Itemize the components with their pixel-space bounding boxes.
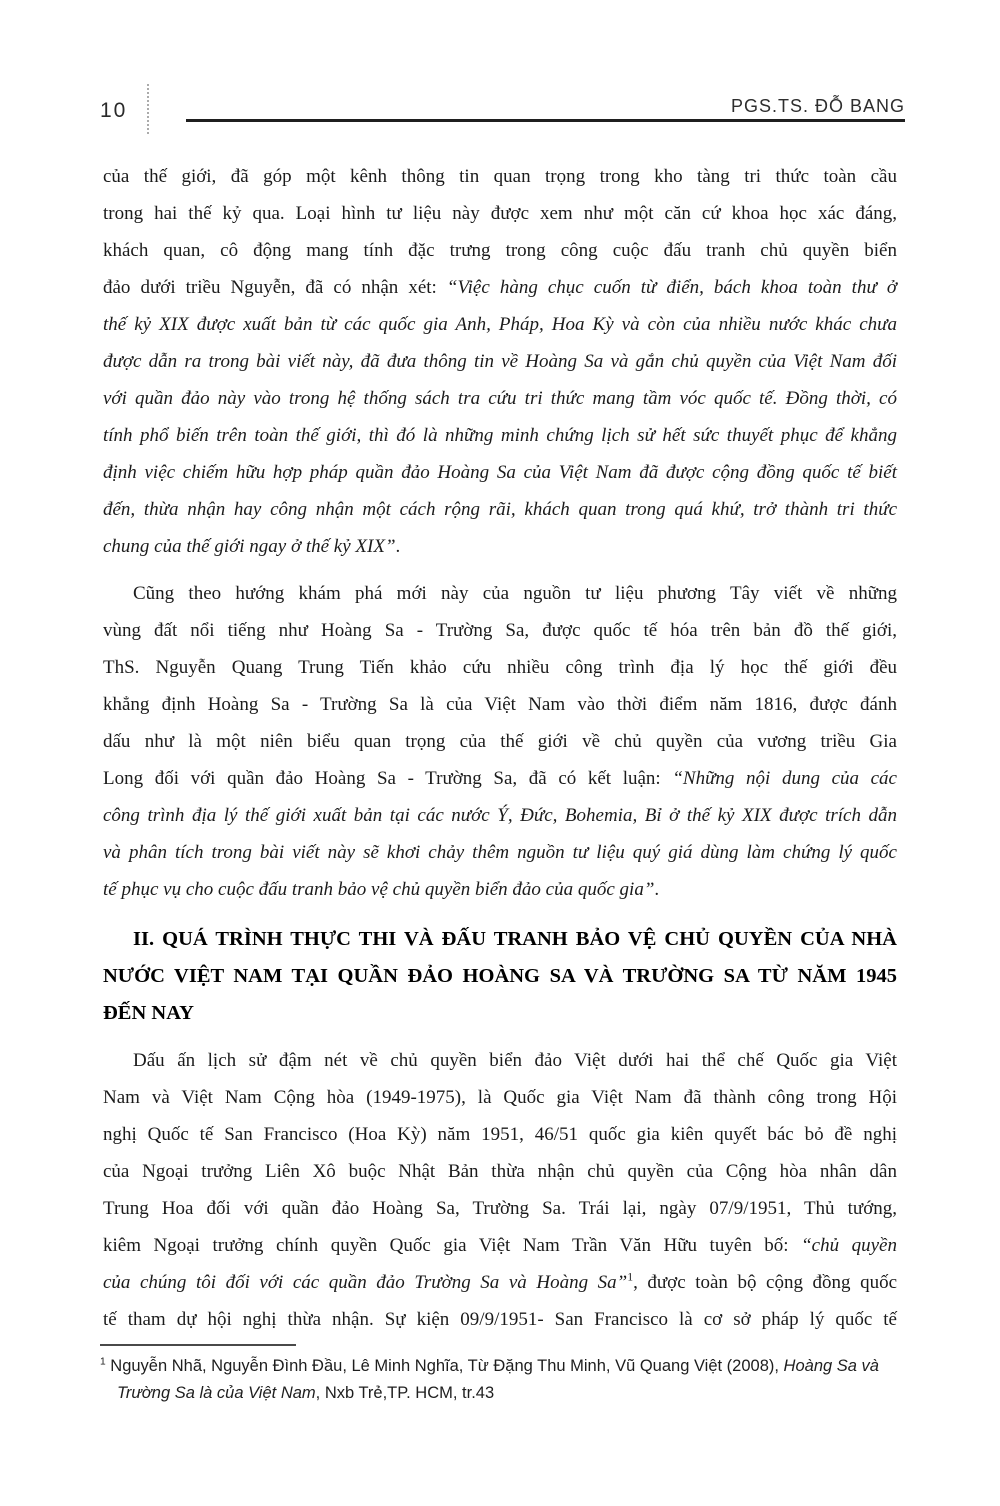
text-line: đến, thừa nhận hay công nhận một cách rộng rãi, khách quan trong quá khứ, trở thành tri thức	[103, 499, 897, 520]
text-line: tính phổ biến trên toàn thế giới, thì đó là những minh chứng lịch sử hết sức thuyết phục để khẳng	[103, 425, 897, 446]
text-line: II. QUÁ TRÌNH THỰC THI VÀ ĐẤU TRANH BẢO VỆ CHỦ QUYỀN CỦA NHÀ	[133, 928, 897, 950]
footnote-separator	[100, 1344, 296, 1346]
margin-dotted-line	[147, 84, 149, 134]
footnote	[100, 1344, 890, 1407]
header-rule	[186, 119, 905, 122]
text-line: ThS. Nguyễn Quang Trung Tiến khảo cứu nhiều công trình địa lý học thế giới đều	[103, 657, 897, 678]
text-line: Dấu ấn lịch sử đậm nét về chủ quyền biển đảo Việt dưới hai thể chế Quốc gia Việt	[133, 1050, 897, 1071]
text-line: với quần đảo này vào trong hệ thống sách tra cứu tri thức mang tầm vóc quốc tế. Đồng thời, có	[103, 388, 897, 409]
text-line: và phân tích trong bài viết này sẽ khơi chảy thêm nguồn tư liệu quý giá dùng làm chứng lý quốc	[103, 842, 897, 863]
page-number: 10	[100, 99, 128, 122]
footnote-reference: 1	[100, 1356, 106, 1368]
text-line: kiêm Ngoại trưởng chính quyền Quốc gia Việt Nam Trần Văn Hữu tuyên bố: “chủ quyền	[103, 1235, 897, 1256]
text-line: khách quan, cô động mang tính đặc trưng trong công cuộc đấu tranh chủ quyền biển	[103, 240, 897, 261]
text-line: khẳng định Hoàng Sa - Trường Sa là của Việt Nam vào thời điểm năm 1816, được đánh	[103, 694, 897, 715]
footnote-line: Trường Sa là của Việt Nam, Nxb Trẻ,TP. HCM, tr.43	[117, 1384, 495, 1402]
text-line: nghị Quốc tế San Francisco (Hoa Kỳ) năm 1951, 46/51 quốc gia kiên quyết bác bỏ đề nghị	[103, 1124, 897, 1145]
body-text	[103, 158, 897, 1338]
footnote-text	[100, 1353, 890, 1407]
running-head-author: PGS.TS. ĐỖ BANG	[730, 96, 905, 116]
section-heading	[103, 921, 897, 1032]
paragraph	[103, 575, 897, 908]
text-line: Nam và Việt Nam Cộng hòa (1949-1975), là Quốc gia Việt Nam đã thành công trong Hội	[103, 1087, 897, 1108]
text-line: trong hai thế kỷ qua. Loại hình tư liệu này được xem như một căn cứ khoa học xác đáng,	[103, 203, 897, 224]
text-line: được dẫn ra trong bài viết này, đã đưa thông tin về Hoàng Sa và gắn chủ quyền của Việt Nam đối	[103, 351, 897, 372]
text-line: thế kỷ XIX được xuất bản từ các quốc gia Anh, Pháp, Hoa Kỳ và còn của nhiều nước khác chưa	[103, 314, 897, 335]
footnote-line: $^1$ Nguyễn Nhã, Nguyễn Đình Đầu, Lê Minh Nghĩa, Từ Đặng Thu Minh, Vũ Quang Việt (2008), Hoàng Sa và	[100, 1356, 879, 1375]
text-line: Trung Hoa đối với quần đảo Hoàng Sa, Trường Sa. Trái lại, ngày 07/9/1951, Thủ tướng,	[103, 1198, 897, 1219]
text-line: của chúng tôi đối với các quần đảo Trường Sa và Hoàng Sa”$^1$, được toàn bộ cộng đồng quốc	[103, 1270, 897, 1293]
text-line: định việc chiếm hữu hợp pháp quần đảo Hoàng Sa của Việt Nam đã được cộng đồng quốc tế biết	[103, 462, 897, 483]
paragraph	[103, 1042, 897, 1338]
text-line: vùng đất nổi tiếng như Hoàng Sa - Trường Sa, được quốc tế hóa trên bản đồ thế giới,	[103, 620, 897, 641]
text-line: tế phục vụ cho cuộc đấu tranh bảo vệ chủ quyền biển đảo của quốc gia”.	[103, 879, 660, 900]
text-line: tế tham dự hội nghị thừa nhận. Sự kiện 09/9/1951- San Francisco là cơ sở pháp lý quốc tế	[103, 1309, 897, 1330]
text-line: của thế giới, đã góp một kênh thông tin quan trọng trong kho tàng tri thức toàn cầu	[103, 166, 897, 187]
footnote-reference: 1	[627, 1270, 634, 1284]
text-line: công trình địa lý thế giới xuất bản tại các nước Ý, Đức, Bohemia, Bỉ ở thế kỷ XIX được trích dẫn	[103, 805, 897, 826]
text-line: dấu như là một niên biểu quan trọng của thế giới về chủ quyền của vương triều Gia	[103, 731, 897, 752]
text-line: Cũng theo hướng khám phá mới này của nguồn tư liệu phương Tây viết về những	[133, 583, 897, 604]
paragraph	[103, 158, 897, 565]
text-line: NƯỚC VIỆT NAM TẠI QUẦN ĐẢO HOÀNG SA VÀ TRƯỜNG SA TỪ NĂM 1945	[103, 965, 897, 987]
text-line: đảo dưới triều Nguyễn, đã có nhận xét: “Việc hàng chục cuốn từ điển, bách khoa toàn thư ở	[103, 277, 897, 298]
text-line: Long đối với quần đảo Hoàng Sa - Trường Sa, đã có kết luận: “Những nội dung của các	[103, 768, 897, 789]
text-line: của Ngoại trưởng Liên Xô buộc Nhật Bản thừa nhận chủ quyền của Cộng hòa nhân dân	[103, 1161, 897, 1182]
text-line: chung của thế giới ngay ở thế kỷ XIX”.	[103, 536, 401, 557]
text-line: ĐẾN NAY	[103, 1002, 194, 1024]
